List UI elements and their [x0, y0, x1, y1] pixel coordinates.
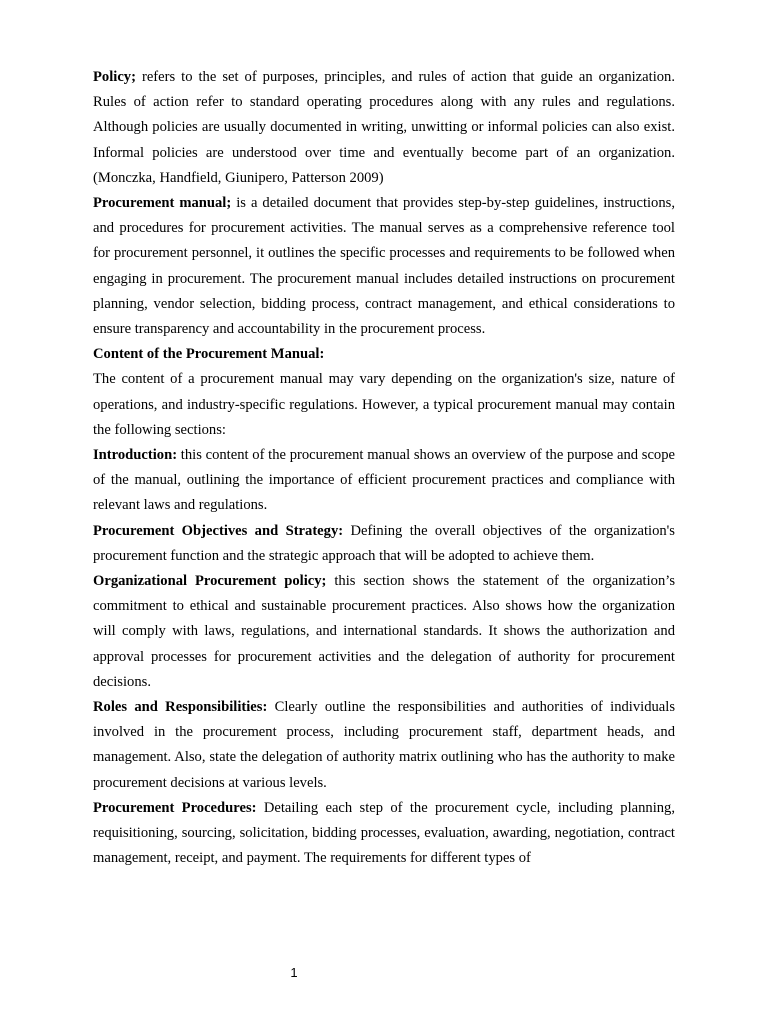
- section-roles-responsibilities: [93, 695, 675, 796]
- section-introduction-term: Introduction:: [93, 447, 178, 464]
- section-procurement-policy-term: Organizational Procurement policy;: [93, 573, 327, 590]
- procurement-manual-paragraph: [93, 191, 675, 342]
- content-heading: Content of the Procurement Manual:: [93, 346, 325, 363]
- section-procurement-procedures-text: Detailing each step of the procurement cycle, including planning, requisitioning, sourcing, solicitation, bidding processes, evaluation, awarding, negotiation, contract management, receipt, and payment. The requirements for different types of: [93, 799, 676, 867]
- procurement-manual-term: Procurement manual;: [93, 195, 232, 212]
- section-procurement-procedures: [93, 796, 675, 872]
- section-roles-responsibilities-term: Roles and Responsibilities:: [93, 699, 268, 716]
- policy-paragraph: [93, 65, 675, 191]
- content-intro-paragraph: The content of a procurement manual may vary depending on the organization's size, nature of operations, and industry-specific regulations. However, a typical procurement manual may contain the following sections:: [93, 371, 675, 438]
- section-procurement-policy-text: this section shows the statement of the organization’s commitment to ethical and sustainable procurement practices. Also shows how the organization will comply with laws, regulations, and international standards. It shows the authorization and approval processes for procurement activities and the delegation of authority for procurement decisions.: [93, 573, 675, 690]
- policy-definition: refers to the set of purposes, principles, and rules of action that guide an organization. Rules of action refer to standard operating procedures along with any rules and regulations. Although policies are usually documented in writing, unwitting or informal policies can also exist. Informal policies are understood over time and eventually become part of an organization. (Monczka, Handfield, Giunipero, Patterson 2009): [93, 69, 675, 186]
- page-number: 1: [290, 965, 298, 980]
- section-objectives-strategy-text: Defining the overall objectives of the organization's procurement function and the strategic approach that will be adopted to achieve them.: [93, 522, 675, 564]
- section-roles-responsibilities-text: Clearly outline the responsibilities and authorities of individuals involved in the procurement process, including procurement staff, department heads, and management. Also, state the delegation of authority matrix outlining who has the authority to make procurement decisions at various levels.: [93, 699, 676, 791]
- section-introduction: [93, 443, 675, 519]
- section-procurement-procedures-term: Procurement Procedures:: [93, 799, 257, 816]
- policy-term: Policy;: [93, 69, 136, 85]
- procurement-manual-definition: is a detailed document that provides step-by-step guidelines, instructions, and procedures for procurement activities. The manual serves as a comprehensive reference tool for procurement personnel, it outlines the specific processes and requirements to be followed when engaging in procurement. The procurement manual includes detailed instructions on procurement planning, vendor selection, bidding process, contract management, and ethical considerations to ensure transparency and accountability in the procurement process.: [93, 195, 675, 338]
- section-introduction-text: this content of the procurement manual shows an overview of the purpose and scope of the manual, outlining the importance of efficient procurement practices and compliance with relevant laws and regulations.: [93, 447, 675, 514]
- section-procurement-policy: [93, 569, 675, 695]
- document-body: [93, 65, 675, 872]
- section-objectives-strategy-term: Procurement Objectives and Strategy:: [93, 522, 344, 539]
- section-objectives-strategy: [93, 519, 675, 569]
